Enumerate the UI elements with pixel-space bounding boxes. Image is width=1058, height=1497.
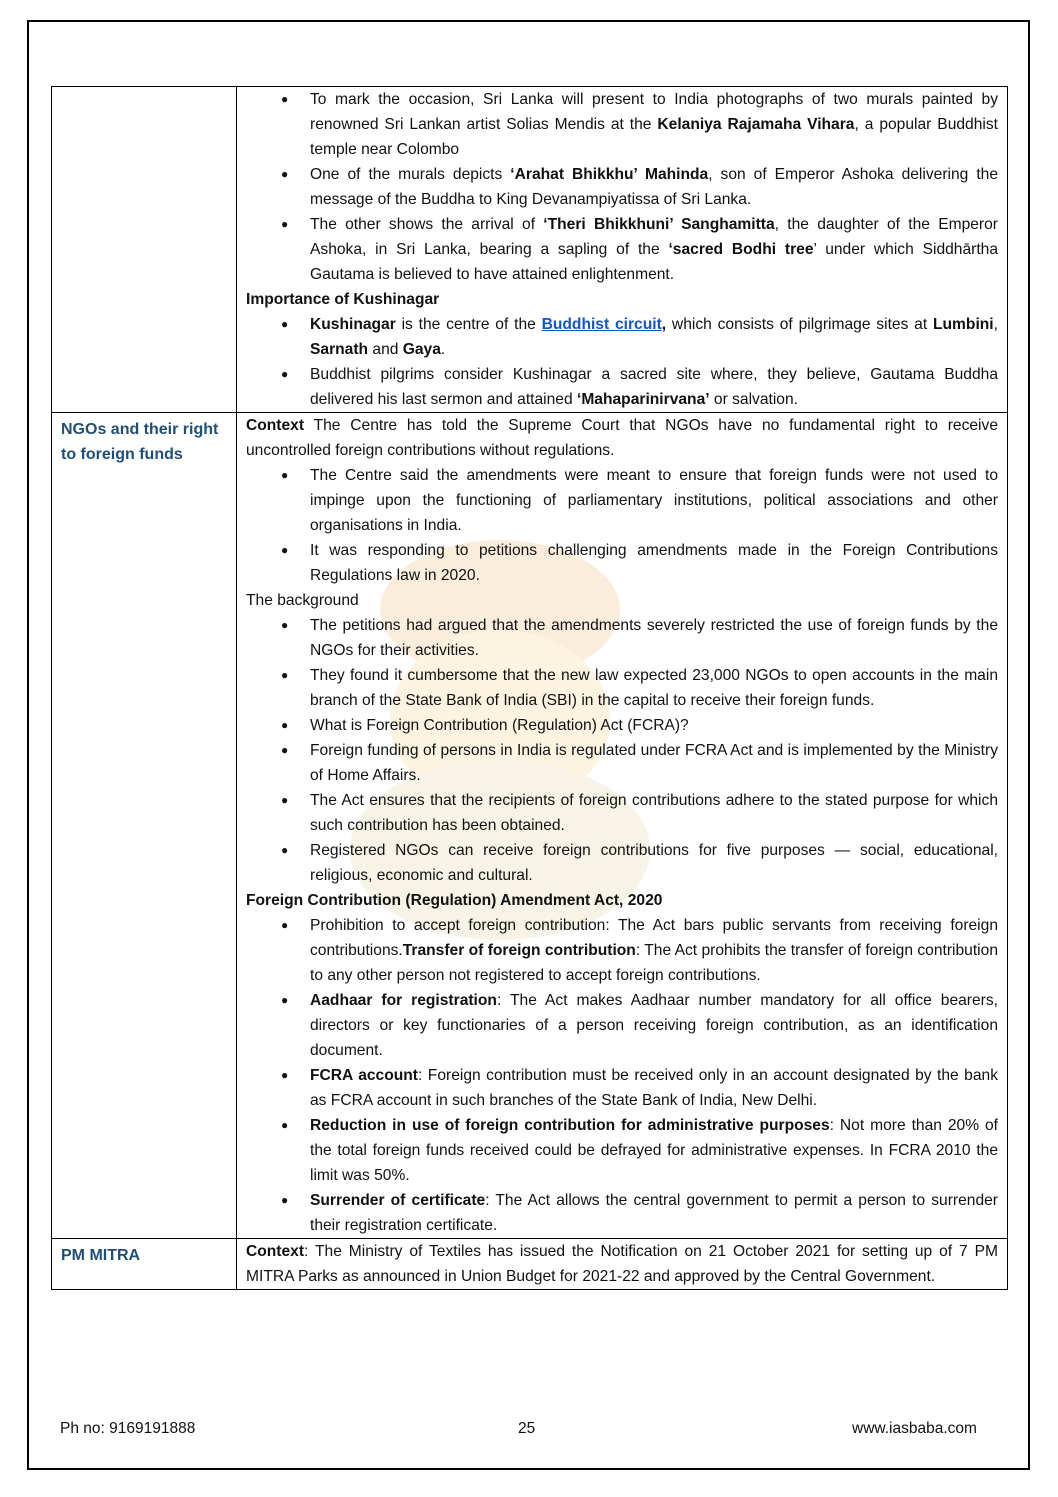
table-row — [52, 87, 1008, 413]
bold-text: Context — [246, 1243, 305, 1260]
bold-text: Kelaniya Rajamaha Vihara — [657, 116, 855, 133]
section-heading: Importance of Kushinagar — [246, 291, 440, 308]
list-item: ● Buddhist pilgrims consider Kushinagar a sacred site where, they believe, Gautama Buddha delivered his last sermon and attained ‘Mahaparinirvana’ or salvation. — [310, 362, 998, 412]
list-item: ● They found it cumbersome that the new law expected 23,000 NGOs to open accounts in the main branch of the State Bank of India (SBI) in the capital to receive their foreign funds. — [310, 663, 998, 713]
bold-text: FCRA account — [310, 1067, 418, 1084]
paragraph: Context The Centre has told the Supreme Court that NGOs have no fundamental right to receive uncontrolled foreign contributions without regulations. — [246, 417, 998, 459]
bullet-list — [246, 913, 998, 1238]
content-table — [51, 86, 1008, 1290]
bold-text: ‘sacred Bodhi tree — [668, 241, 814, 258]
footer-website[interactable]: www.iasbaba.com — [852, 1420, 977, 1437]
list-item: ● To mark the occasion, Sri Lanka will present to India photographs of two murals painted by renowned Sri Lankan artist Solias Mendis at the Kelaniya Rajamaha Vihara, a popular Buddhist temple near Colombo — [310, 87, 998, 162]
list-item: ● Aadhaar for registration: The Act makes Aadhaar number mandatory for all office bearers, directors or key functionaries of a person receiving foreign contribution, as an identification document. — [310, 988, 998, 1063]
list-item: ● The petitions had argued that the amendments severely restricted the use of foreign funds by the NGOs for their activities. — [310, 613, 998, 663]
bold-text: Lumbini — [933, 316, 994, 333]
topic-cell: NGOs and their right to foreign funds — [52, 413, 237, 1239]
bullet-list — [246, 613, 998, 888]
bold-text: Sarnath — [310, 341, 369, 358]
hyperlink[interactable]: Buddhist circuit — [541, 316, 662, 333]
footer-phone: Ph no: 9169191888 — [60, 1420, 196, 1437]
paragraph: The background — [246, 592, 359, 609]
bullet-list — [246, 463, 998, 588]
bold-text: Transfer of foreign contribution — [402, 942, 636, 959]
topic-cell — [52, 87, 237, 413]
list-item: ● Surrender of certificate: The Act allows the central government to permit a person to surrender their registration certificate. — [310, 1188, 998, 1238]
bold-text: Kushinagar — [310, 316, 396, 333]
bullet-list — [246, 312, 998, 412]
content-cell — [237, 1239, 1008, 1290]
list-item: ● The Centre said the amendments were meant to ensure that foreign funds were not used to impinge upon the functioning of parliamentary institutions, political associations and other organisations in India. — [310, 463, 998, 538]
list-item: ● Reduction in use of foreign contribution for administrative purposes: Not more than 20% of the total foreign funds received could be defrayed for administrative expenses. In FCRA 2010 the limit was 50%. — [310, 1113, 998, 1188]
topic-cell: PM MITRA — [52, 1239, 237, 1290]
content-cell — [237, 87, 1008, 413]
footer-page-number: 25 — [518, 1420, 536, 1437]
list-item: ● Registered NGOs can receive foreign contributions for five purposes — social, educational, religious, economic and cultural. — [310, 838, 998, 888]
bold-text: Context — [246, 417, 305, 434]
list-item: ● The Act ensures that the recipients of foreign contributions adhere to the stated purpose for which such contribution has been obtained. — [310, 788, 998, 838]
paragraph: Context: The Ministry of Textiles has issued the Notification on 21 October 2021 for setting up of 7 PM MITRA Parks as announced in Union Budget for 2021-22 and approved by the Central Government. — [246, 1243, 998, 1285]
bold-text: ‘Arahat Bhikkhu’ Mahinda — [510, 166, 709, 183]
table-row — [52, 413, 1008, 1239]
bold-text: Gaya — [402, 341, 441, 358]
bold-text: ‘Mahaparinirvana’ — [576, 391, 710, 408]
bullet-list — [246, 87, 998, 287]
content-cell — [237, 413, 1008, 1239]
bold-text: Aadhaar for registration — [310, 992, 497, 1009]
list-item: ● Kushinagar is the centre of the Buddhist circuit, which consists of pilgrimage sites at Lumbini, Sarnath and Gaya. — [310, 312, 998, 362]
list-item: ● Foreign funding of persons in India is regulated under FCRA Act and is implemented by the Ministry of Home Affairs. — [310, 738, 998, 788]
list-item: ● Prohibition to accept foreign contribution: The Act bars public servants from receiving foreign contributions.Transfer of foreign contribution: The Act prohibits the transfer of foreign contribution to any other person not registered to accept foreign contributions. — [310, 913, 998, 988]
bold-text: Reduction in use of foreign contribution for administrative purposes — [310, 1117, 830, 1134]
list-item: ● FCRA account: Foreign contribution must be received only in an account designated by the bank as FCRA account in such branches of the State Bank of India, New Delhi. — [310, 1063, 998, 1113]
list-item: ● It was responding to petitions challenging amendments made in the Foreign Contributions Regulations law in 2020. — [310, 538, 998, 588]
list-item: ● One of the murals depicts ‘Arahat Bhikkhu’ Mahinda, son of Emperor Ashoka delivering the message of the Buddha to King Devanampiyatissa of Sri Lanka. — [310, 162, 998, 212]
bold-text: Surrender of certificate — [310, 1192, 486, 1209]
section-heading: Foreign Contribution (Regulation) Amendment Act, 2020 — [246, 892, 663, 909]
bold-text: ‘Theri Bhikkhuni’ Sanghamitta — [543, 216, 775, 233]
list-item: ● What is Foreign Contribution (Regulation) Act (FCRA)? — [310, 713, 998, 738]
table-row — [52, 1239, 1008, 1290]
bold-text: , — [661, 316, 667, 333]
list-item: ● The other shows the arrival of ‘Theri Bhikkhuni’ Sanghamitta, the daughter of the Emperor Ashoka, in Sri Lanka, bearing a sapling of the ‘sacred Bodhi tree’ under which Siddhārtha Gautama is believed to have attained enlightenment. — [310, 212, 998, 287]
